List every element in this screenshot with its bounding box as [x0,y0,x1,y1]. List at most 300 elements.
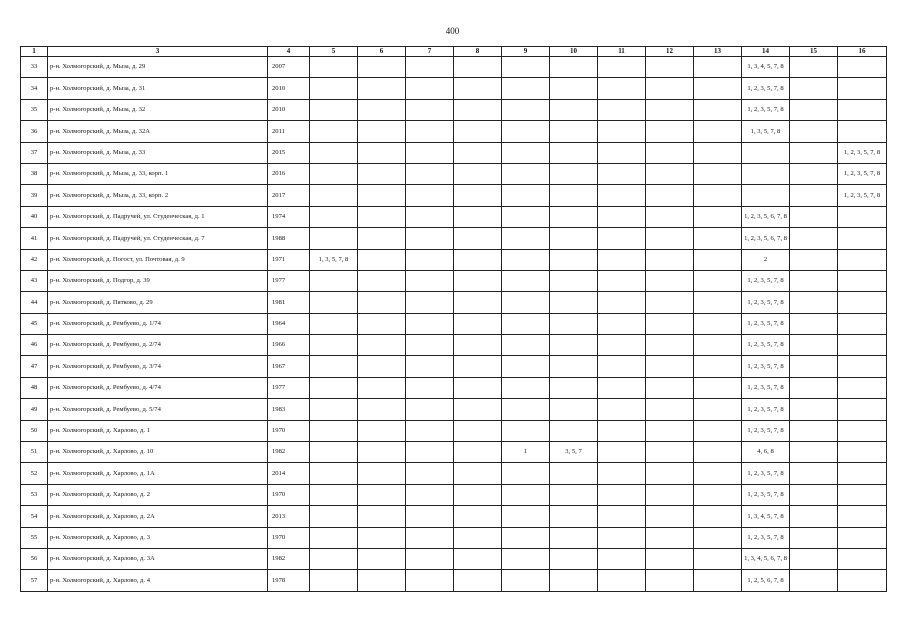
year-cell: 2007 [268,57,310,78]
column-14-cell: 1, 2, 3, 5, 7, 8 [742,99,790,120]
column-15-cell [790,442,838,463]
column-9-cell [502,506,550,527]
column-12-cell [646,228,694,249]
year-cell: 2014 [268,463,310,484]
column-14-cell: 1, 2, 3, 5, 7, 8 [742,356,790,377]
column-15-cell [790,570,838,591]
column-header-16: 16 [838,47,887,57]
column-9-cell [502,99,550,120]
row-number-cell: 39 [21,185,48,206]
column-6-cell [358,356,406,377]
row-number-cell: 35 [21,99,48,120]
table-row [21,249,887,270]
column-7-cell [406,548,454,569]
column-7-cell [406,527,454,548]
row-number-cell: 43 [21,270,48,291]
year-cell: 1978 [268,570,310,591]
column-15-cell [790,335,838,356]
column-13-cell [694,356,742,377]
column-10-cell [550,313,598,334]
column-5-cell [310,313,358,334]
year-cell: 2015 [268,142,310,163]
address-cell: р-н. Холмогорский, д. Харлово, д. 10 [48,442,268,463]
column-8-cell [454,185,502,206]
column-9-cell [502,377,550,398]
column-13-cell [694,463,742,484]
column-7-cell [406,270,454,291]
column-16-cell [838,206,887,227]
address-cell: р-н. Холмогорский, д. Харлово, д. 2 [48,484,268,505]
column-10-cell [550,228,598,249]
table-row [21,335,887,356]
column-5-cell [310,185,358,206]
row-number-cell: 34 [21,78,48,99]
column-5-cell [310,292,358,313]
column-15-cell [790,399,838,420]
column-16-cell [838,506,887,527]
column-7-cell [406,463,454,484]
year-cell: 1970 [268,420,310,441]
address-cell: р-н. Холмогорский, д. Пятково, д. 29 [48,292,268,313]
column-header-15: 15 [790,47,838,57]
column-12-cell [646,313,694,334]
table-row [21,121,887,142]
header-row [21,47,887,57]
table-row [21,442,887,463]
column-13-cell [694,377,742,398]
column-15-cell [790,270,838,291]
column-11-cell [598,463,646,484]
column-7-cell [406,57,454,78]
column-9-cell [502,185,550,206]
row-number-cell: 56 [21,548,48,569]
table-row [21,506,887,527]
column-16-cell [838,484,887,505]
column-10-cell [550,420,598,441]
column-8-cell [454,121,502,142]
column-5-cell [310,506,358,527]
address-cell: р-н. Холмогорский, д. Мыза, д. 33, корп. 1 [48,163,268,184]
column-10-cell [550,163,598,184]
column-14-cell: 1, 2, 3, 5, 7, 8 [742,335,790,356]
column-7-cell [406,313,454,334]
column-11-cell [598,292,646,313]
address-cell: р-н. Холмогорский, д. Харлово, д. 4 [48,570,268,591]
column-14-cell [742,185,790,206]
column-10-cell [550,292,598,313]
column-8-cell [454,292,502,313]
column-14-cell: 1, 2, 3, 5, 6, 7, 8 [742,206,790,227]
column-13-cell [694,570,742,591]
column-7-cell [406,78,454,99]
column-6-cell [358,206,406,227]
column-10-cell [550,399,598,420]
column-5-cell [310,142,358,163]
column-header-10: 10 [550,47,598,57]
column-9-cell [502,313,550,334]
column-6-cell [358,185,406,206]
column-11-cell [598,313,646,334]
column-7-cell [406,442,454,463]
address-cell: р-н. Холмогорский, д. Харлово, д. 2А [48,506,268,527]
column-5-cell [310,463,358,484]
column-9-cell [502,356,550,377]
column-10-cell [550,506,598,527]
column-15-cell [790,292,838,313]
column-10-cell [550,377,598,398]
column-13-cell [694,335,742,356]
column-6-cell [358,270,406,291]
address-cell: р-н. Холмогорский, д. Рембуево, д. 1/74 [48,313,268,334]
column-5-cell [310,484,358,505]
column-15-cell [790,484,838,505]
row-number-cell: 57 [21,570,48,591]
column-7-cell [406,377,454,398]
column-8-cell [454,377,502,398]
column-8-cell [454,463,502,484]
column-8-cell [454,399,502,420]
column-13-cell [694,420,742,441]
column-13-cell [694,185,742,206]
column-12-cell [646,506,694,527]
column-15-cell [790,527,838,548]
column-6-cell [358,527,406,548]
column-12-cell [646,121,694,142]
column-6-cell [358,249,406,270]
column-5-cell [310,121,358,142]
column-6-cell [358,99,406,120]
column-header-6: 6 [358,47,406,57]
column-15-cell [790,206,838,227]
column-14-cell: 1, 2, 3, 5, 7, 8 [742,377,790,398]
column-7-cell [406,142,454,163]
address-cell: р-н. Холмогорский, д. Рембуево, д. 5/74 [48,399,268,420]
column-15-cell [790,121,838,142]
column-8-cell [454,313,502,334]
column-14-cell: 1, 3, 5, 7, 8 [742,121,790,142]
column-9-cell [502,548,550,569]
row-number-cell: 42 [21,249,48,270]
column-15-cell [790,506,838,527]
column-12-cell [646,463,694,484]
row-number-cell: 52 [21,463,48,484]
column-9-cell [502,142,550,163]
column-9-cell [502,399,550,420]
table-row [21,163,887,184]
column-16-cell [838,570,887,591]
column-16-cell [838,527,887,548]
year-cell: 1971 [268,249,310,270]
column-11-cell [598,442,646,463]
column-12-cell [646,399,694,420]
column-9-cell [502,335,550,356]
column-12-cell [646,249,694,270]
column-10-cell [550,185,598,206]
column-10-cell [550,249,598,270]
column-14-cell: 1, 2, 3, 5, 7, 8 [742,484,790,505]
address-cell: р-н. Холмогорский, д. Мыза, д. 32 [48,99,268,120]
column-6-cell [358,228,406,249]
table-row [21,313,887,334]
column-5-cell [310,377,358,398]
column-5-cell [310,356,358,377]
column-8-cell [454,99,502,120]
column-13-cell [694,313,742,334]
column-14-cell: 1, 3, 4, 5, 6, 7, 8 [742,548,790,569]
column-6-cell [358,399,406,420]
column-5-cell [310,570,358,591]
year-cell: 2010 [268,99,310,120]
column-9-cell [502,228,550,249]
column-8-cell [454,206,502,227]
column-11-cell [598,99,646,120]
table-row [21,420,887,441]
year-cell: 1982 [268,548,310,569]
column-6-cell [358,335,406,356]
column-7-cell [406,99,454,120]
column-15-cell [790,249,838,270]
column-12-cell [646,442,694,463]
table-row [21,270,887,291]
column-6-cell [358,570,406,591]
column-6-cell [358,163,406,184]
column-10-cell: 3, 5, 7 [550,442,598,463]
column-5-cell [310,527,358,548]
column-13-cell [694,527,742,548]
column-header-1: 1 [21,47,48,57]
address-cell: р-н. Холмогорский, д. Мыза, д. 33, корп. 2 [48,185,268,206]
column-13-cell [694,228,742,249]
column-8-cell [454,570,502,591]
column-10-cell [550,270,598,291]
address-cell: р-н. Холмогорский, д. Харлово, д. 3А [48,548,268,569]
row-number-cell: 36 [21,121,48,142]
column-12-cell [646,548,694,569]
year-cell: 1981 [268,292,310,313]
column-9-cell [502,484,550,505]
table-row [21,570,887,591]
column-9-cell [502,527,550,548]
column-9-cell [502,121,550,142]
table-row [21,356,887,377]
column-10-cell [550,527,598,548]
column-10-cell [550,484,598,505]
row-number-cell: 33 [21,57,48,78]
column-15-cell [790,78,838,99]
column-15-cell [790,548,838,569]
row-number-cell: 54 [21,506,48,527]
column-16-cell [838,548,887,569]
column-12-cell [646,377,694,398]
column-15-cell [790,163,838,184]
year-cell: 1970 [268,527,310,548]
column-10-cell [550,548,598,569]
column-16-cell [838,99,887,120]
address-cell: р-н. Холмогорский, д. Падручей, ул. Студенческая, д. 7 [48,228,268,249]
column-5-cell [310,163,358,184]
row-number-cell: 46 [21,335,48,356]
address-cell: р-н. Холмогорский, д. Харлово, д. 1 [48,420,268,441]
column-6-cell [358,292,406,313]
column-15-cell [790,313,838,334]
column-10-cell [550,57,598,78]
column-8-cell [454,228,502,249]
column-5-cell [310,270,358,291]
column-11-cell [598,228,646,249]
table-row [21,399,887,420]
column-6-cell [358,484,406,505]
column-8-cell [454,506,502,527]
column-9-cell [502,463,550,484]
column-14-cell: 1, 2, 3, 5, 7, 8 [742,420,790,441]
column-10-cell [550,570,598,591]
column-13-cell [694,292,742,313]
row-number-cell: 38 [21,163,48,184]
column-13-cell [694,506,742,527]
address-cell: р-н. Холмогорский, д. Мыза, д. 29 [48,57,268,78]
table-row [21,527,887,548]
table-row [21,206,887,227]
column-7-cell [406,484,454,505]
year-cell: 1966 [268,335,310,356]
column-16-cell [838,313,887,334]
table-row [21,548,887,569]
column-13-cell [694,270,742,291]
column-14-cell: 1, 2, 3, 5, 7, 8 [742,78,790,99]
year-cell: 2016 [268,163,310,184]
column-6-cell [358,506,406,527]
year-cell: 1974 [268,206,310,227]
address-cell: р-н. Холмогорский, д. Рембуево, д. 4/74 [48,377,268,398]
column-header-8: 8 [454,47,502,57]
column-10-cell [550,121,598,142]
column-7-cell [406,356,454,377]
address-cell: р-н. Холмогорский, д. Мыза, д. 32А [48,121,268,142]
table-row [21,228,887,249]
column-6-cell [358,442,406,463]
column-12-cell [646,484,694,505]
column-9-cell: 1 [502,442,550,463]
year-cell: 1964 [268,313,310,334]
row-number-cell: 44 [21,292,48,313]
column-6-cell [358,548,406,569]
column-11-cell [598,57,646,78]
address-cell: р-н. Холмогорский, д. Харлово, д. 3 [48,527,268,548]
column-10-cell [550,142,598,163]
table-row [21,99,887,120]
column-16-cell: 1, 2, 3, 5, 7, 8 [838,185,887,206]
column-13-cell [694,249,742,270]
column-12-cell [646,270,694,291]
column-8-cell [454,142,502,163]
column-15-cell [790,356,838,377]
column-5-cell [310,228,358,249]
column-12-cell [646,57,694,78]
column-8-cell [454,270,502,291]
column-15-cell [790,420,838,441]
column-9-cell [502,78,550,99]
column-12-cell [646,335,694,356]
column-13-cell [694,399,742,420]
column-16-cell [838,420,887,441]
column-14-cell: 1, 2, 3, 5, 7, 8 [742,527,790,548]
column-12-cell [646,99,694,120]
column-12-cell [646,420,694,441]
row-number-cell: 49 [21,399,48,420]
column-10-cell [550,99,598,120]
table-row [21,57,887,78]
column-16-cell [838,292,887,313]
column-15-cell [790,185,838,206]
column-15-cell [790,377,838,398]
table-row [21,142,887,163]
year-cell: 1982 [268,442,310,463]
column-header-5: 5 [310,47,358,57]
column-7-cell [406,399,454,420]
column-13-cell [694,57,742,78]
column-10-cell [550,356,598,377]
column-10-cell [550,206,598,227]
column-8-cell [454,548,502,569]
address-cell: р-н. Холмогорский, д. Погост, ул. Почтовая, д. 9 [48,249,268,270]
column-11-cell [598,185,646,206]
column-9-cell [502,420,550,441]
table-row [21,292,887,313]
row-number-cell: 41 [21,228,48,249]
column-16-cell [838,121,887,142]
column-7-cell [406,163,454,184]
column-5-cell [310,399,358,420]
column-14-cell: 1, 3, 4, 5, 7, 8 [742,57,790,78]
column-11-cell [598,163,646,184]
column-14-cell: 2 [742,249,790,270]
year-cell: 1988 [268,228,310,249]
column-8-cell [454,356,502,377]
column-6-cell [358,57,406,78]
column-6-cell [358,377,406,398]
column-15-cell [790,228,838,249]
year-cell: 1970 [268,484,310,505]
column-14-cell: 1, 3, 4, 5, 7, 8 [742,506,790,527]
column-6-cell [358,313,406,334]
row-number-cell: 40 [21,206,48,227]
column-13-cell [694,99,742,120]
address-cell: р-н. Холмогорский, д. Харлово, д. 1А [48,463,268,484]
column-header-13: 13 [694,47,742,57]
column-9-cell [502,57,550,78]
address-cell: р-н. Холмогорский, д. Подгор, д. 39 [48,270,268,291]
column-5-cell [310,206,358,227]
row-number-cell: 50 [21,420,48,441]
column-12-cell [646,356,694,377]
year-cell: 2013 [268,506,310,527]
column-16-cell [838,78,887,99]
column-14-cell [742,142,790,163]
column-5-cell [310,99,358,120]
column-13-cell [694,442,742,463]
column-8-cell [454,527,502,548]
column-6-cell [358,142,406,163]
year-cell: 1977 [268,377,310,398]
column-7-cell [406,249,454,270]
column-14-cell: 1, 2, 3, 5, 7, 8 [742,270,790,291]
column-11-cell [598,484,646,505]
column-7-cell [406,292,454,313]
table-row [21,78,887,99]
column-13-cell [694,121,742,142]
column-9-cell [502,163,550,184]
column-5-cell [310,442,358,463]
